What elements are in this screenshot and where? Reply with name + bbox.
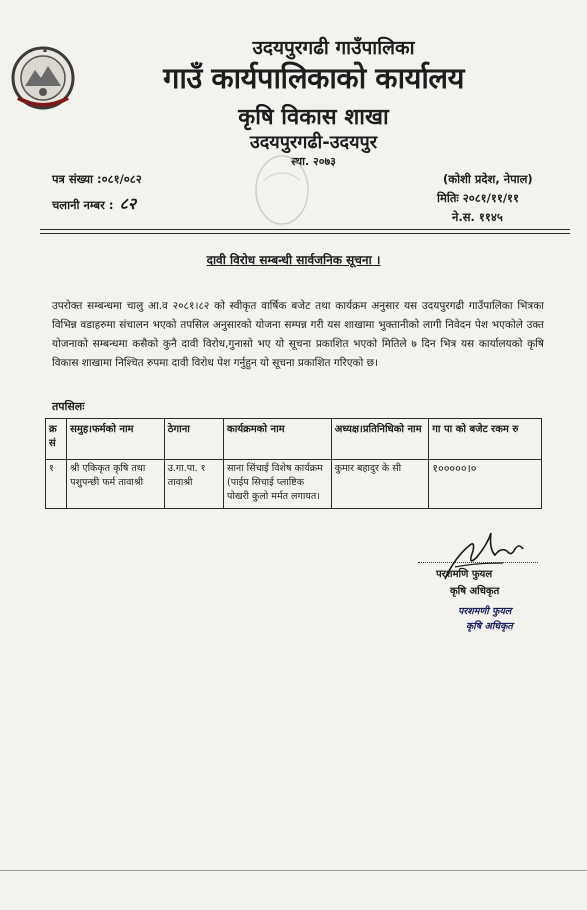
page-fold-line xyxy=(0,870,587,871)
notice-subject xyxy=(0,251,587,268)
province-name: (कोशी प्रदेश, नेपाल) xyxy=(443,172,533,186)
table-row xyxy=(46,460,542,509)
cell-address: उ.गा.पा. १ तावाश्री xyxy=(164,460,223,509)
cell-serial: १ xyxy=(46,460,67,509)
col-serial: क्र सं xyxy=(46,419,67,460)
municipality-name: उदयपुरगढी गाउँपालिका xyxy=(252,37,415,59)
project-details-table xyxy=(45,418,542,509)
header-divider xyxy=(40,229,570,230)
signatory-name: परशमणि फुयल xyxy=(436,569,493,580)
cell-group-name: श्री एकिकृत कृषि तथा पशुपन्छी फर्म तावाश्री xyxy=(67,460,165,509)
letter-date xyxy=(437,191,519,206)
stamp-title: कृषि अधिकृत xyxy=(466,621,513,632)
signatory-title: कृषि अधिकृत xyxy=(450,586,500,597)
cell-chairperson: कुमार बहादुर के सी xyxy=(331,460,429,509)
established-year: स्था. २०७३ xyxy=(291,155,336,168)
dispatch-number xyxy=(52,192,136,214)
table-header-row xyxy=(46,419,542,460)
header-divider-thin xyxy=(40,233,570,234)
ns-value: ११४५ xyxy=(478,210,503,224)
col-address: ठेगाना xyxy=(164,419,223,460)
ns-label: ने.स. xyxy=(452,210,475,224)
nepal-sambat-date xyxy=(452,210,503,225)
dispatch-label: चलानी नम्बर : xyxy=(52,198,114,212)
office-address: उदयपुरगढी-उदयपुर xyxy=(249,132,378,153)
notice-body: उपरोक्त सम्बन्धमा चालु आ.व २०८१।८२ को स्वीकृत वार्षिक बजेट तथा कार्यक्रम अनुसार यस उदयपुरगढी गाउँपालिका भित्रका विभिन्न वडाहरुमा संचालन भएको तपसिल अनुसारको योजना सम्पन्न गरी यस शाखामा भुक्तानीको लागी निवेदन पेश भएकोले उक्त योजनाको सम्बन्धमा कसैको कुनै दावी विरोध,गुनासो भए यो सूचना प्रकाशित भएको मितिले ७ दिन भित्र यस कार्यालयको कृषि विकास शाखामा निश्चित रुपमा दावी विरोध पेश गर्नुहुन यो सूचना प्रकाशित गरिएको छ। xyxy=(52,300,544,369)
office-name: गाउँ कार्यपालिकाको कार्यालय xyxy=(163,61,464,95)
col-group-name: समुह।फर्मको नाम xyxy=(67,419,165,460)
col-budget: गा पा को बजेट रकम रु xyxy=(429,419,542,460)
details-label: तपसिलः xyxy=(52,400,85,413)
dispatch-value: ८२ xyxy=(119,194,137,213)
date-label: मितिः xyxy=(437,191,459,205)
office-seal-stamp xyxy=(250,150,314,240)
ref-label: पत्र संख्या : xyxy=(52,172,102,186)
ref-value: ०८१/०८२ xyxy=(101,172,142,186)
reference-number xyxy=(52,172,142,187)
col-program: कार्यक्रमको नाम xyxy=(224,419,332,460)
subject-text: दावी विरोध सम्बन्धी सार्वजनिक सूचना । xyxy=(206,253,381,267)
stamp-name: परशमणी फुयल xyxy=(458,606,512,617)
cell-program: साना सिंचाई विशेष कार्यक्रम (पाईप सिचाई प्लाष्टिक पोखरी कुलो मर्मत लगायत। xyxy=(224,460,332,509)
branch-name: कृषि विकास शाखा xyxy=(238,105,389,130)
date-value: २०८१/११/११ xyxy=(462,191,519,205)
col-chairperson: अध्यक्ष।प्रतिनिधिको नाम xyxy=(331,419,429,460)
signature-line xyxy=(418,562,538,563)
cell-budget: १०००००।० xyxy=(429,460,542,509)
